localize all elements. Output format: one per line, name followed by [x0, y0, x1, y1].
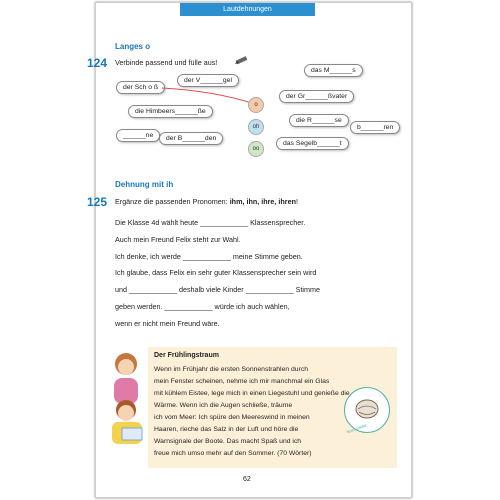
instruction-text: Ergänze die passenden Pronomen:	[115, 197, 228, 206]
word-card-left-5[interactable]: der B______den	[159, 132, 223, 145]
children-illustration	[104, 350, 150, 450]
box-line-8: freue mich umso mehr auf den Sommer. (70 Wörter)	[154, 450, 312, 457]
stamp-label: Nuss-Diktat	[345, 422, 367, 435]
word-card-right-3[interactable]: die R______se	[289, 114, 349, 127]
word-card-left-2[interactable]: der Sch o ß	[116, 81, 165, 94]
box-line-4: Wärme. Wenn ich die Augen schließe, träume	[154, 402, 293, 409]
text-line-1: Die Klasse 4d wählt heute ____________ Klassensprecher.	[115, 218, 306, 227]
page-number: 62	[243, 476, 251, 483]
option-circle-oh[interactable]: oh	[248, 119, 264, 135]
word-card-left-3[interactable]: die Himbeers______ße	[128, 105, 213, 118]
word-card-right-2[interactable]: der Gr______ßvater	[279, 90, 354, 103]
text-line-4: Ich glaube, dass Felix ein sehr guter Klassensprecher sein wird	[115, 268, 317, 277]
header-title-bar: Lautdehnungen	[180, 3, 315, 16]
text-line-6: geben werden. ____________ würde ich auch wählen,	[115, 302, 290, 311]
word-card-right-1[interactable]: das M______s	[304, 64, 363, 77]
connection-line	[160, 86, 260, 108]
box-line-1: Wenn im Frühjahr die ersten Sonnenstrahlen durch	[154, 366, 309, 373]
text-line-7: wenn er nicht mein Freund wäre.	[115, 319, 220, 328]
box-line-3: mit kühlem Eistee, lege mich in einen Liegestuhl und genieße die	[154, 390, 350, 397]
task-125-instruction	[115, 197, 298, 206]
task-number-124: 124	[87, 56, 108, 70]
box-line-7: Warnsignale der Boote. Das macht Spaß und ich	[154, 438, 302, 445]
pencil-icon	[234, 54, 250, 66]
word-card-left-1[interactable]: der V______gel	[177, 74, 239, 87]
task-number-125: 125	[87, 195, 108, 209]
word-card-right-4[interactable]: b______ren	[350, 121, 400, 134]
box-line-2: mein Fenster scheinen, nehme ich mir manchmal ein Glas	[154, 378, 330, 385]
instruction-end: !	[295, 197, 298, 206]
option-circle-o[interactable]: o	[248, 97, 264, 113]
text-line-2: Auch mein Freund Felix steht zur Wahl.	[115, 235, 241, 244]
option-circle-oo[interactable]: oo	[248, 141, 264, 157]
word-card-left-4[interactable]: ______ne	[116, 129, 160, 142]
text-line-5: und ____________ deshalb viele Kinder ____________ Stimme	[115, 285, 321, 294]
section-title-langes-o: Langes o	[115, 42, 151, 51]
pronoun-list: ihm, ihn, ihre, ihren	[229, 197, 296, 206]
box-line-6: Haaren, rieche das Salz in der Luft und höre die	[154, 426, 299, 433]
word-card-right-5[interactable]: das Segelb______t	[276, 137, 349, 150]
task-124-instruction: Verbinde passend und fülle aus!	[115, 58, 218, 67]
text-line-3: Ich denke, ich werde ____________ meine Stimme geben.	[115, 252, 303, 261]
box-line-5: ich vom Meer: Ich spüre den Meereswind in meinen	[154, 414, 310, 421]
box-title: Der Frühlingstraum	[154, 352, 219, 359]
section-title-dehnung-ih: Dehnung mit ih	[115, 180, 174, 189]
